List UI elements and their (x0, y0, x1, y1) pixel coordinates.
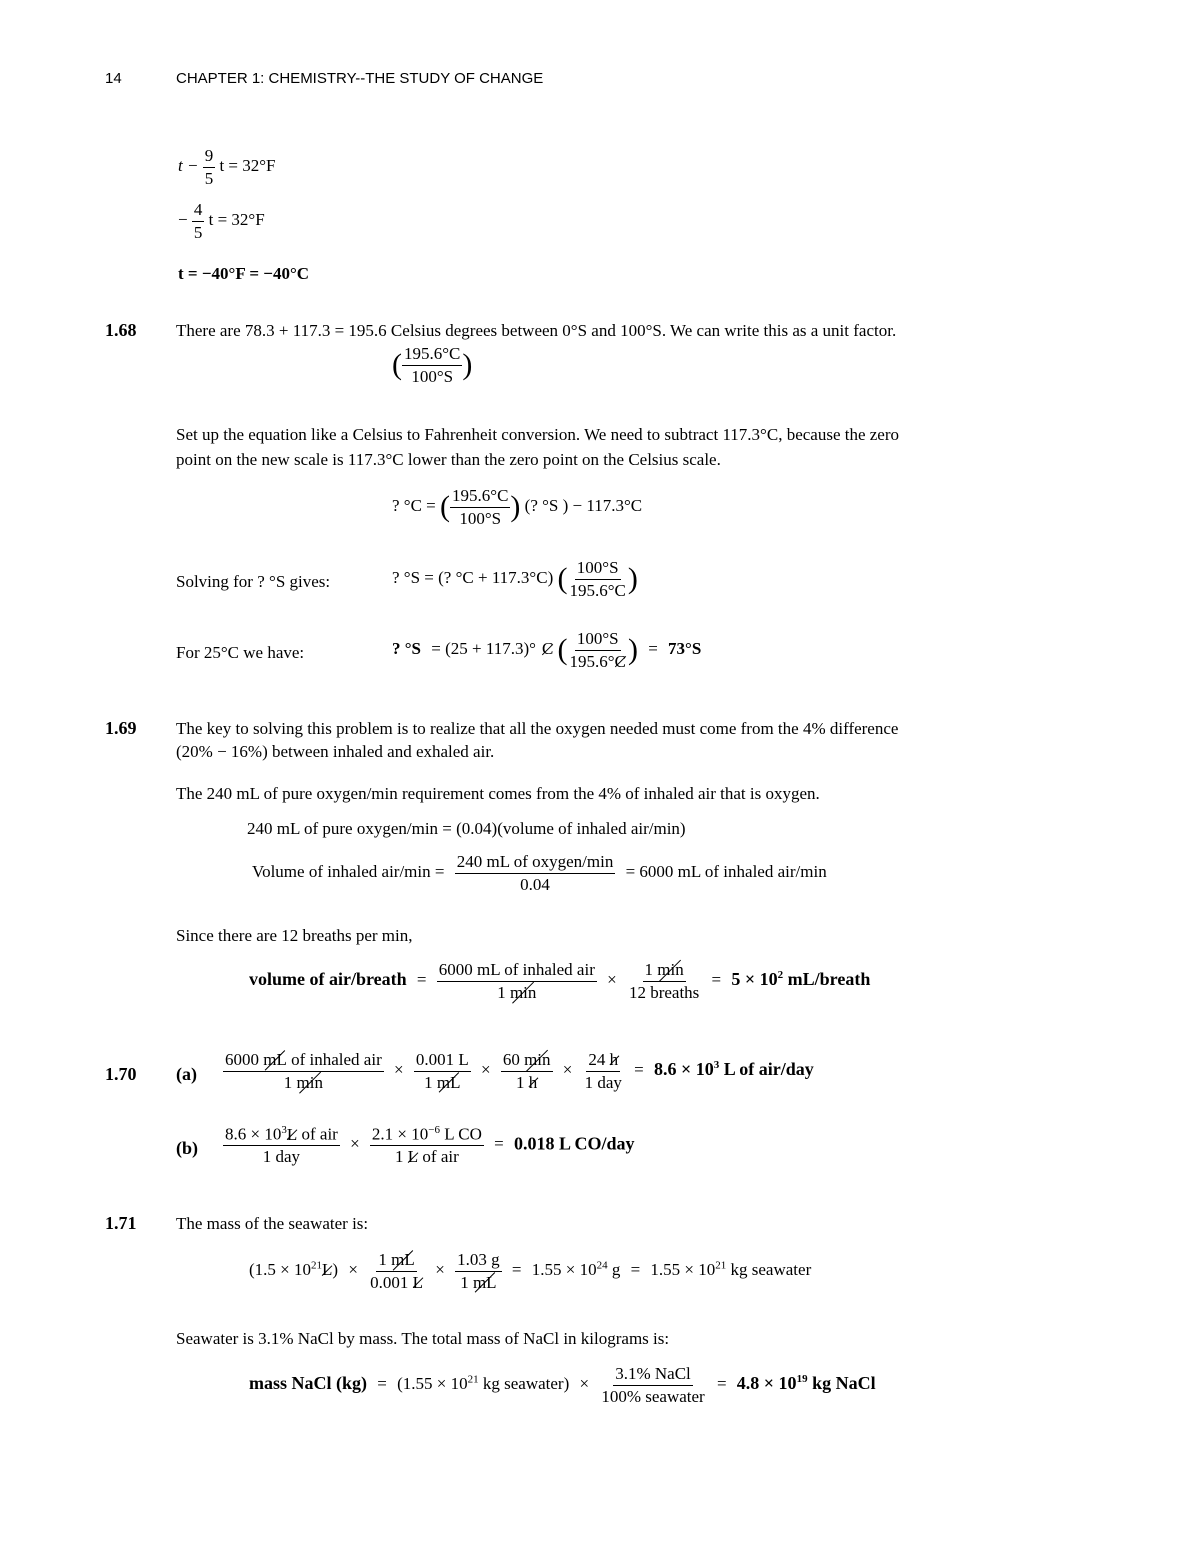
breaths-statement: Since there are 12 breaths per min, (176, 926, 413, 945)
equation-line-2: − $\frac{4}{5}$ t = 32°F (178, 200, 265, 242)
problem-1-71-intro: The mass of the seawater is: (176, 1214, 369, 1233)
nacl-mass-equation: mass NaCl $(kg) = (1.55 \times 10^{21}$ kg seawater) × $\frac{\text{3.1\% NaCl}}{\text{100\% seawater}}$ = $4.8 \times 10^{19}$ kg NaCl (249, 1364, 876, 1406)
problem-number-1-71: 1.71 (105, 1213, 137, 1233)
breath-equation: volume of air/breath = $\frac{\text{6000 mL of inhaled air}}{1 \min}$ × $\frac{1 \min}{\text{12 breaths}}$ = $5 \times 10^2$ mL/breath (249, 960, 871, 1002)
volume-equation: Volume of inhaled air/min = $\frac{\text{240 mL of oxygen/min}}{0.04}$ = 6000 mL of inhaled air/min (252, 852, 827, 894)
setup-text-line-2: point on the new scale is 117.3°C lower than the zero point on the Celsius scale. (176, 450, 721, 469)
solving-equation: ? °S = (? °C + 117.3°C) ( $\frac{100^\circ S}{195.6^\circ C}$ ) (392, 558, 638, 600)
problem-1-69-intro-1: The key to solving this problem is to realize that all the oxygen needed must come from the 4% difference (176, 719, 899, 738)
setup-text-line-1: Set up the equation like a Celsius to Fahrenheit conversion. We need to subtract 117.3°C, because the zero (176, 425, 900, 444)
problem-number-1-69: 1.69 (105, 718, 137, 738)
problem-number-1-70: 1.70 (105, 1064, 137, 1084)
oxygen-equation: 240 mL of pure oxygen/min = (0.04)(volume of inhaled air/min) (247, 819, 686, 838)
part-b-equation: $\frac{8.6 \times 10^3L of air}{\text{1 day}}$ × $\frac{2.1 \times 10^{-6} L CO}{\text{1 L of air}}$ = 0.018 L CO/day (225, 1124, 635, 1167)
seawater-mass-equation: $(1.5 \times 10^{21}L)$ × $\frac{1 mL}{0.001 L}$ × $\frac{1.03 g}{1 mL}$ = $1.55 \times 10^{24}$ $g = 1.55 \times 10^{21}$ kg seawater (249, 1250, 812, 1292)
part-a-label: (a) (176, 1064, 197, 1084)
conversion-equation: ? °C = ( $\frac{195.6^\circ C}{100^\circ S}$ ) (? °S ) − 117.3°C (392, 486, 643, 528)
equation-line-1: t − $\frac{9}{5}$ t = 32°F (178, 146, 276, 188)
problem-1-69-intro-2: (20% − 16%) between inhaled and exhaled air. (176, 742, 495, 761)
unit-factor: ( $\frac{195.6^\circ C}{100^\circ S}$ ) (392, 344, 473, 386)
problem-number-1-68: 1.68 (105, 320, 137, 340)
for-25c-label: For 25°C we have: (176, 643, 305, 662)
nacl-statement: Seawater is 3.1% NaCl by mass. The total mass of NaCl in kilograms is: (176, 1329, 670, 1348)
result-equation-1-68: ? °S = (25 + 117.3)° C ( $\frac{100^\circ S}{195.6^\circ C}$ ) = 73°S (392, 629, 702, 671)
chapter-title: CHAPTER 1: CHEMISTRY--THE STUDY OF CHANGE (176, 70, 544, 87)
part-b-label: (b) (176, 1138, 198, 1158)
solving-label: Solving for ? °S gives: (176, 572, 331, 591)
equation-line-3: t = −40°F = −40°C (178, 264, 310, 283)
problem-1-68-intro: There are 78.3 + 117.3 = 195.6 Celsius degrees between 0°S and 100°S. We can write this as a unit factor. (176, 321, 897, 340)
part-a-equation: $\frac{\text{6000 mL of inhaled air}}{1 \min}$ × $\frac{0.001 L}{1 mL}$ × $\frac{60 \min}{1 h}$ × $\frac{24 h}{\text{1 day}}$ = $8.6 \times 10^3$ L of air/day (225, 1050, 814, 1092)
problem-1-69-statement: The 240 mL of pure oxygen/min requirement comes from the 4% of inhaled air that is oxygen. (176, 784, 820, 803)
page-number: 14 (105, 70, 122, 87)
